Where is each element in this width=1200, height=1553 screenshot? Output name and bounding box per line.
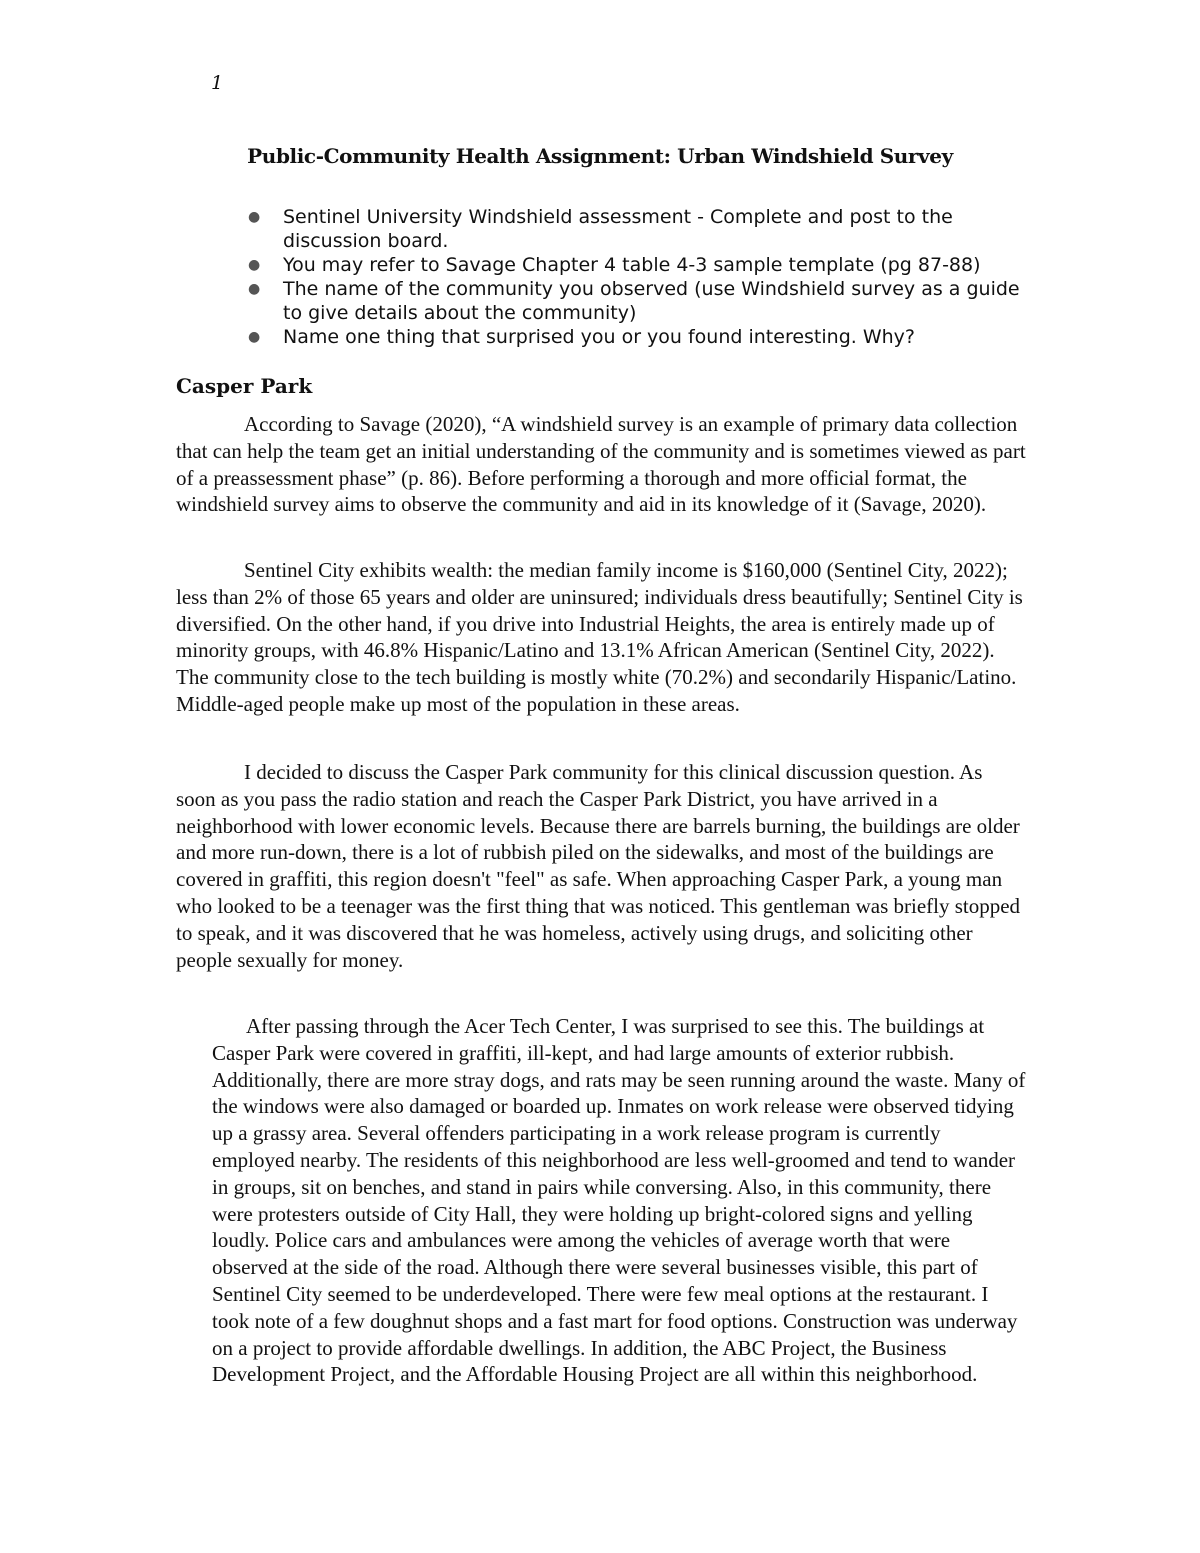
list-item-text: You may refer to Savage Chapter 4 table 4-3 sample template (pg 87-88) — [283, 254, 981, 276]
list-item — [248, 253, 1028, 277]
section-heading: Casper Park — [176, 374, 313, 398]
list-item-text: The name of the community you observed (use Windshield survey as a guide to give details about the community) — [283, 278, 1020, 324]
list-item — [248, 325, 1028, 349]
body-paragraph: After passing through the Acer Tech Center, I was surprised to see this. The buildings at Casper Park were covered in graffiti, ill-kept, and had large amounts of exterior rubbish. Additionally, there are more stray dogs, and rats may be seen running around the waste. Many of the windows were also damaged or boarded up. Inmates on work release were observed tidying up a grassy area. Several offenders participating in a work release program is currently employed nearby. The residents of this neighborhood are less well-groomed and tend to wander in groups, sit on benches, and stand in pairs while conversing. Also, in this community, there were protesters outside of City Hall, they were holding up bright-colored signs and yelling loudly. Police cars and ambulances were among the vehicles of average worth that were observed at the side of the road. Although there were several businesses visible, this part of Sentinel City seemed to be underdeveloped. There were few meal options at the restaurant. I took note of a few doughnut shops and a fast mart for food options. Construction was underway on a project to provide affordable dwellings. In addition, the ABC Project, the Business Development Project, and the Affordable Housing Project are all within this neighborhood. — [212, 1014, 1026, 1387]
list-item — [248, 277, 1028, 325]
body-paragraph: I decided to discuss the Casper Park community for this clinical discussion question. As soon as you pass the radio station and reach the Casper Park District, you have arrived in a neighborhood with lower economic levels. Because there are barrels burning, the buildings are older and more run-down, there is a lot of rubbish piled on the sidewalks, and most of the buildings are covered in graffiti, this region doesn't "feel" as safe. When approaching Casper Park, a young man who looked to be a teenager was the first thing that was noticed. This gentleman was briefly stopped to speak, and it was discovered that he was homeless, actively using drugs, and soliciting other people sexually for money. — [176, 760, 1021, 972]
body-paragraph: Sentinel City exhibits wealth: the median family income is $160,000 (Sentinel City, 2022); less than 2% of those 65 years and older are uninsured; individuals dress beautifully; Sentinel City is diversified. On the other hand, if you drive into Industrial Heights, the area is entirely made up of minority groups, with 46.8% Hispanic/Latino and 13.1% African American (Sentinel City, 2022). The community close to the tech building is mostly white (70.2%) and secondarily Hispanic/Latino. Middle-aged people make up most of the population in these areas. — [176, 558, 1023, 716]
list-item — [248, 205, 1028, 253]
bullet-icon: ● — [248, 257, 261, 273]
list-item-text: Name one thing that surprised you or you found interesting. Why? — [283, 326, 916, 348]
bullet-icon: ● — [248, 329, 261, 345]
page-number: 1 — [211, 72, 224, 94]
document-title: Public-Community Health Assignment: Urban Windshield Survey — [247, 144, 953, 168]
body-paragraph: According to Savage (2020), “A windshield survey is an example of primary data collection that can help the team get an initial understanding of the community and is sometimes viewed as part of a preassessment phase” (p. 86). Before performing a thorough and more official format, the windshield survey aims to observe the community and aid in its knowledge of it (Savage, 2020). — [176, 412, 1026, 517]
bullet-icon: ● — [248, 209, 261, 225]
assignment-instructions-list — [248, 205, 1028, 349]
bullet-icon: ● — [248, 281, 261, 297]
list-item-text: Sentinel University Windshield assessment - Complete and post to the discussion board. — [283, 206, 953, 252]
